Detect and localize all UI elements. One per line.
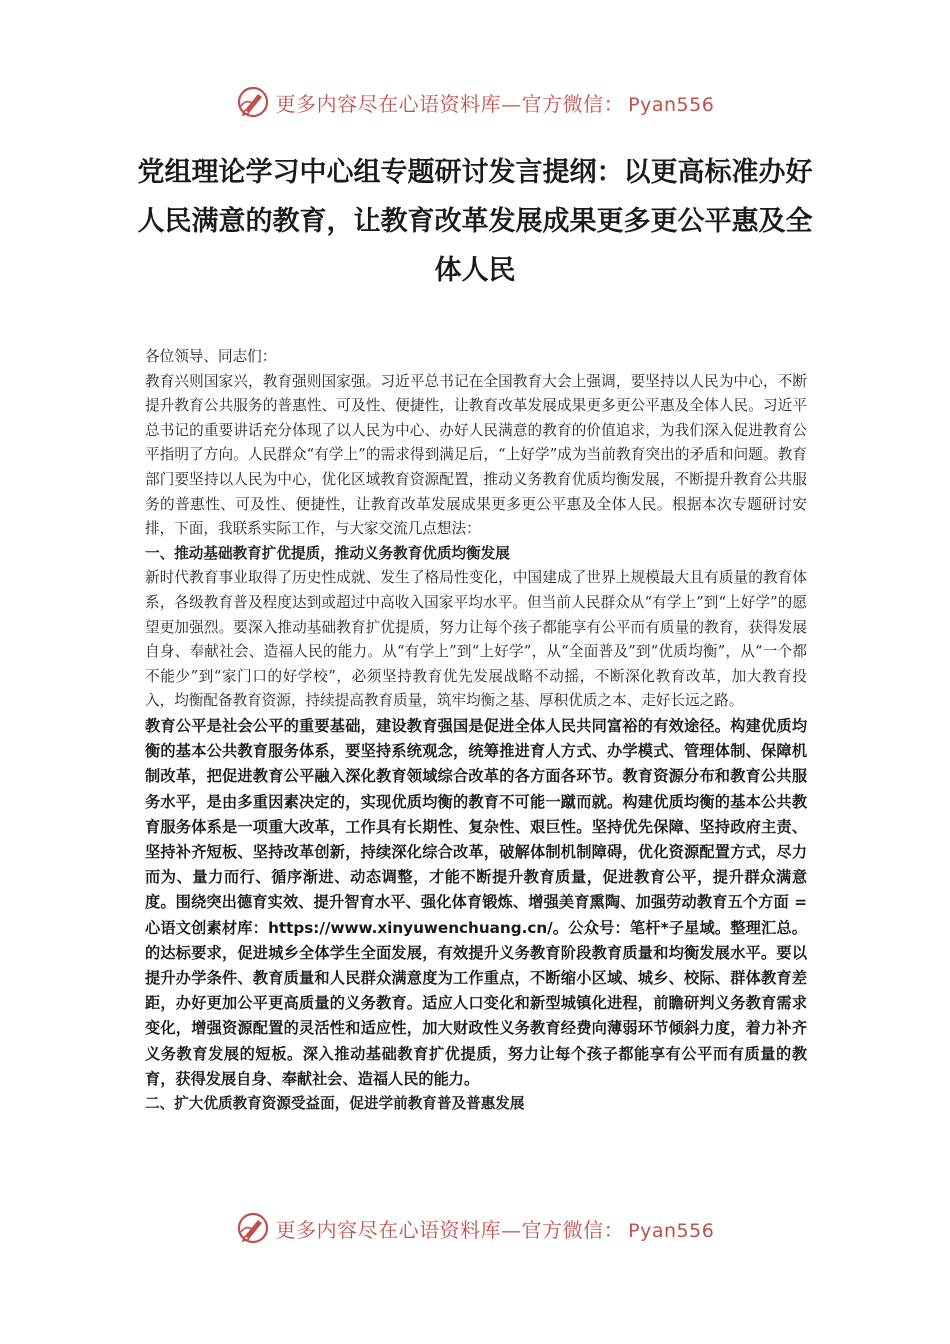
pen-logo-icon bbox=[236, 85, 270, 119]
section-heading-1: 一、推动基础教育扩优提质，推动义务教育优质均衡发展 bbox=[145, 544, 510, 562]
header-banner bbox=[0, 82, 950, 122]
document-title: 党组理论学习中心组专题研讨发言提纲：以更高标准办好人民满意的教育，让教育改革发展成果更多更公平惠及全体人民 bbox=[137, 157, 813, 286]
paragraph-intro: 教育兴则国家兴，教育强则国家强。习近平总书记在全国教育大会上强调，要坚持以人民为中心，不断提升教育公共服务的普惠性、可及性、便捷性，让教育改革发展成果更多更公平惠及全体人民。习近平总书记的重要讲话充分体现了以人民为中心、办好人民满意的教育的价值追求，为我们深入促进教育公平指明了方向。人民群众“有学上”的需求得到满足后，“上好学”成为当前教育突出的矛盾和问题。教育部门要坚持以人民为中心，优化区域教育资源配置，推动义务教育优质均衡发展，不断提升教育公共服务的普惠性、可及性、便捷性，让教育改革发展成果更多更公平惠及全体人民。根据本次专题研讨安排，下面，我联系实际工作，与大家交流几点想法： bbox=[145, 372, 807, 538]
paragraph-section1-a: 新时代教育事业取得了历史性成就、发生了格局性变化，中国建成了世界上规模最大且有质量的教育体系，各级教育普及程度达到或超过中高收入国家平均水平。但当前人民群众从“有学上”到“上好学”的愿望更加强烈。要深入推动基础教育扩优提质，努力让每个孩子都能享有公平而有质量的教育，获得发展自身、奉献社会、造福人民的能力。从“有学上”到“上好学”，从“全面普及”到“优质均衡”，从“一个都不能少”到“家门口的好学校”，必须坚持教育优先发展战略不动摇，不断深化教育改革，加大教育投入，均衡配备教育资源，持续提高教育质量，筑牢均衡之基、厚积优质之本、走好长远之路。 bbox=[145, 569, 807, 710]
paragraph-salutation: 各位领导、同志们： bbox=[145, 348, 277, 365]
document-body bbox=[145, 345, 807, 1117]
paragraph-section1-b: 教育公平是社会公平的重要基础，建设教育强国是促进全体人民共同富裕的有效途径。构建优质均衡的基本公共教育服务体系，要坚持系统观念，统筹推进育人方式、办学模式、管理体制、保障机制改革，把促进教育公平融入深化教育领域综合改革的各方面各环节。教育资源分布和教育公共服务水平，是由多重因素决定的，实现优质均衡的教育不可能一蹴而就。构建优质均衡的基本公共教育服务体系是一项重大改革，工作具有长期性、复杂性、艰巨性。坚持优先保障、坚持政府主责、坚持补齐短板、坚持改革创新，持续深化综合改革，破解体制机制障碍，优化资源配置方式，尽力而为、量力而行、循序渐进、动态调整，才能不断提升教育质量，促进教育公平，提升群众满意度。围绕突出德育实效、提升智育水平、强化体育锻炼、增强美育熏陶、加强劳动教育五个方面 =心语文创素材库：https://www.xinyuwenchuang.cn/。公众号：笔杆*子星域。整理汇总。的达标要求，促进城乡全体学生全面发展，有效提升义务教育阶段教育质量和均衡发展水平。要以提升办学条件、教育质量和人民群众满意度为工作重点，不断缩小区域、城乡、校际、群体教育差距，办好更加公平更高质量的义务教育。适应人口变化和新型城镇化进程，前瞻研判义务教育需求变化，增强资源配置的灵活性和适应性，加大财政性义务教育经费向薄弱环节倾斜力度，着力补齐义务教育发展的短板。深入推动基础教育扩优提质，努力让每个孩子都能享有公平而有质量的教育，获得发展自身、奉献社会、造福人民的能力。 bbox=[145, 716, 807, 1088]
banner-handle: Pyan556 bbox=[628, 93, 715, 116]
banner-text: 更多内容尽在心语资料库—官方微信： Pyan556 bbox=[275, 1217, 715, 1242]
section-heading-2: 二、扩大优质教育资源受益面，促进学前教育普及普惠发展 bbox=[145, 1094, 525, 1112]
banner-handle: Pyan556 bbox=[628, 1219, 715, 1242]
banner-text: 更多内容尽在心语资料库—官方微信： Pyan556 bbox=[275, 91, 715, 116]
footer-banner bbox=[0, 1208, 950, 1248]
pen-logo-icon bbox=[236, 1211, 270, 1245]
